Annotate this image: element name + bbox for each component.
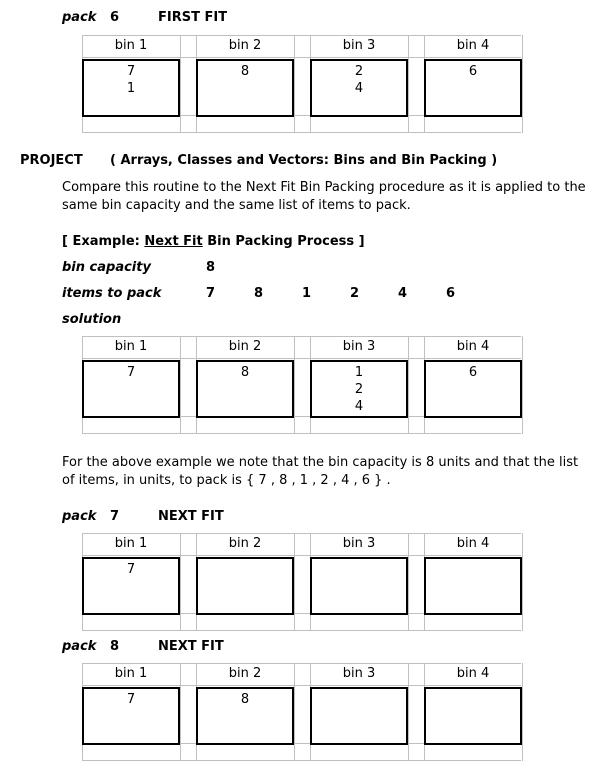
grid-line	[294, 35, 295, 133]
item-value: 6	[446, 286, 456, 301]
bin-label: bin 1	[114, 38, 148, 53]
bin-item: 7	[126, 692, 136, 707]
bin-label: bin 1	[114, 666, 148, 681]
bin-label: bin 2	[228, 38, 262, 53]
bin-item: 6	[468, 64, 478, 79]
bin-item: 1	[354, 365, 364, 380]
bin-item: 4	[354, 399, 364, 414]
bin-label: bin 4	[456, 666, 490, 681]
grid-line	[82, 57, 521, 58]
capacity-value: 8	[206, 260, 216, 275]
bin-figure	[82, 533, 521, 631]
bin-contents	[196, 364, 294, 381]
bin-contents	[196, 691, 294, 708]
bin-item: 8	[240, 64, 250, 79]
bin-label: bin 4	[456, 536, 490, 551]
example-link: Next Fit	[144, 234, 203, 249]
pack-number: 8	[110, 639, 120, 654]
grid-line	[82, 555, 521, 556]
grid-line	[522, 663, 523, 761]
grid-line	[180, 35, 181, 133]
grid-line	[82, 433, 521, 434]
grid-line	[82, 760, 521, 761]
grid-line	[408, 663, 409, 761]
bin-item: 8	[240, 692, 250, 707]
grid-line	[180, 533, 181, 631]
grid-line	[522, 336, 523, 434]
bin-label: bin 3	[342, 666, 376, 681]
bin-box	[424, 687, 522, 745]
grid-line	[82, 358, 521, 359]
pack-label: pack	[62, 10, 97, 25]
bin-label: bin 4	[456, 339, 490, 354]
note-line: of items, in units, to pack is { 7 , 8 , 1 , 2 , 4 , 6 } .	[62, 473, 391, 488]
grid-line	[294, 663, 295, 761]
note-line: For the above example we note that the bin capacity is 8 units and that the list	[62, 455, 579, 470]
bin-item: 1	[126, 81, 136, 96]
pack-number: 6	[110, 10, 120, 25]
bin-box	[310, 687, 408, 745]
solution-label: solution	[62, 312, 122, 327]
grid-line	[408, 336, 409, 434]
bin-item: 7	[126, 365, 136, 380]
bin-figure	[82, 35, 521, 133]
bin-item: 8	[240, 365, 250, 380]
bin-box	[424, 557, 522, 615]
grid-line	[82, 630, 521, 631]
example-heading	[62, 233, 365, 251]
bin-contents	[82, 364, 180, 381]
example-open: [ Example:	[62, 234, 145, 249]
bin-label: bin 4	[456, 38, 490, 53]
bin-box	[196, 557, 294, 615]
bin-label: bin 3	[342, 339, 376, 354]
item-value: 8	[254, 286, 264, 301]
grid-line	[408, 35, 409, 133]
bin-item: 2	[354, 382, 364, 397]
item-value: 4	[398, 286, 408, 301]
grid-line	[522, 533, 523, 631]
paragraph-line: same bin capacity and the same list of items to pack.	[62, 198, 411, 213]
method-label: NEXT FIT	[158, 639, 224, 654]
bin-label: bin 2	[228, 536, 262, 551]
item-value: 1	[302, 286, 312, 301]
item-value: 7	[206, 286, 216, 301]
bin-label: bin 2	[228, 666, 262, 681]
capacity-label: bin capacity	[62, 260, 151, 275]
bin-contents	[424, 63, 522, 80]
bin-item: 6	[468, 365, 478, 380]
pack-label: pack	[62, 509, 97, 524]
bin-item: 7	[126, 64, 136, 79]
bin-contents	[82, 691, 180, 708]
example-rest: Bin Packing Process ]	[202, 234, 365, 249]
bin-item: 4	[354, 81, 364, 96]
bin-contents	[196, 63, 294, 80]
method-label: NEXT FIT	[158, 509, 224, 524]
project-heading: PROJECT	[20, 153, 83, 168]
paragraph-line: Compare this routine to the Next Fit Bin Packing procedure as it is applied to the	[62, 180, 586, 195]
bin-label: bin 3	[342, 536, 376, 551]
grid-line	[408, 533, 409, 631]
grid-line	[294, 336, 295, 434]
bin-label: bin 2	[228, 339, 262, 354]
item-value: 2	[350, 286, 360, 301]
grid-line	[82, 336, 521, 337]
grid-line	[82, 35, 521, 36]
bin-item: 7	[126, 562, 136, 577]
bin-label: bin 3	[342, 38, 376, 53]
bin-item: 2	[354, 64, 364, 79]
grid-line	[294, 533, 295, 631]
bin-contents	[82, 63, 180, 97]
grid-line	[180, 663, 181, 761]
grid-line	[82, 132, 521, 133]
bin-figure	[82, 663, 521, 761]
method-label: FIRST FIT	[158, 10, 228, 25]
items-label: items to pack	[62, 286, 162, 301]
pack-number: 7	[110, 509, 120, 524]
bin-label: bin 1	[114, 536, 148, 551]
grid-line	[522, 35, 523, 133]
grid-line	[82, 533, 521, 534]
bin-contents	[424, 364, 522, 381]
grid-line	[82, 685, 521, 686]
bin-figure	[82, 336, 521, 434]
project-subtitle: ( Arrays, Classes and Vectors: Bins and Bin Packing )	[110, 153, 498, 168]
pack-label: pack	[62, 639, 97, 654]
grid-line	[180, 336, 181, 434]
bin-contents	[82, 561, 180, 578]
grid-line	[82, 663, 521, 664]
bin-contents	[310, 364, 408, 415]
bin-label: bin 1	[114, 339, 148, 354]
bin-contents	[310, 63, 408, 97]
bin-box	[310, 557, 408, 615]
